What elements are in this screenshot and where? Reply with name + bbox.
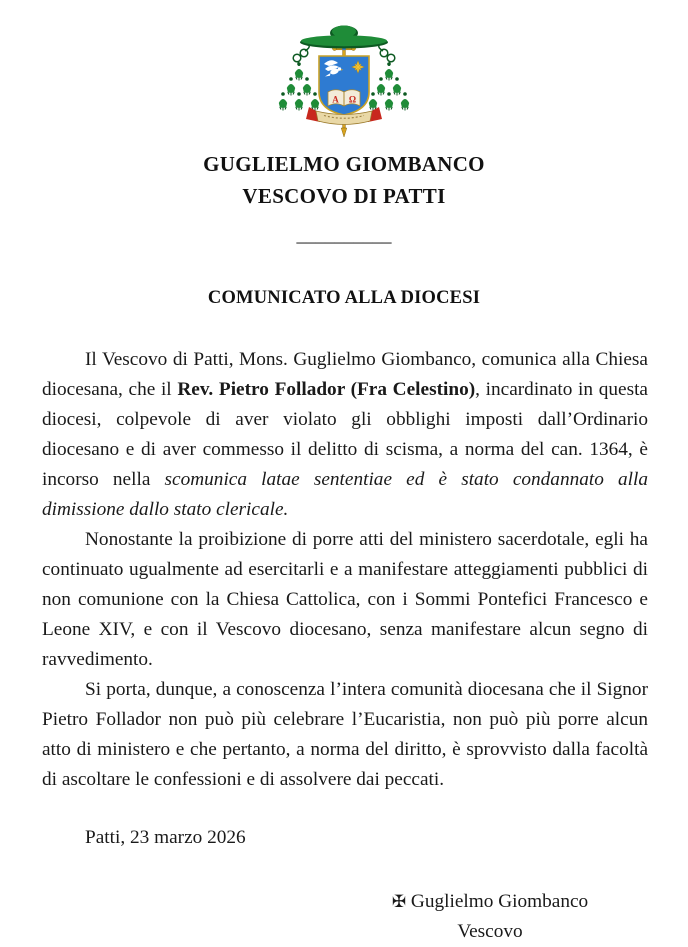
text-segment-normal: , incardinato in questa diocesi, colpevole di aver violato gli obblighi imposti dall’Ordinario diocesano e di aver commesso il delitto di scisma, a norma del can. 1364, è incorso nella bbox=[42, 379, 648, 490]
document-body bbox=[42, 345, 648, 795]
episcopal-coat-of-arms bbox=[278, 22, 410, 142]
divider-line: __________ bbox=[296, 225, 392, 246]
coat-of-arms-svg bbox=[278, 22, 410, 142]
episcopal-cross-icon: ✠ bbox=[391, 892, 407, 911]
galero-hat-icon bbox=[300, 26, 388, 49]
alpha-letter: Α bbox=[332, 94, 339, 105]
dateline: Patti, 23 marzo 2026 bbox=[85, 827, 246, 848]
signature-name: Guglielmo Giombanco bbox=[410, 891, 589, 912]
text-segment-italic: scomunica latae sententiae ed è stato condannato alla dimissione dallo stato clericale. bbox=[42, 469, 649, 520]
omega-letter: Ω bbox=[348, 94, 357, 105]
body-paragraph bbox=[42, 345, 648, 525]
text-segment-normal: Nonostante la proibizione di porre atti del ministero sacerdotale, egli ha continuato ugualmente ad esercitarli e a manifestare atteggiamenti pubblici di non comunione con la Chiesa Cattolica, con i Sommi Pontefici Francesco e Leone XIV, e con il Vescovo diocesano, senza manifestare alcun segno di ravvedimento. bbox=[42, 529, 648, 670]
text-segment-normal: Il Vescovo di Patti, Mons. Guglielmo Giombanco, comunica alla Chiesa diocesana, che il bbox=[42, 349, 648, 400]
body-paragraph bbox=[42, 675, 648, 795]
signature-name-line bbox=[380, 887, 600, 917]
bishop-title-heading: VESCOVO DI PATTI bbox=[242, 184, 446, 208]
signature-block bbox=[380, 887, 600, 947]
bishop-name-heading: GUGLIELMO GIOMBANCO bbox=[203, 152, 485, 176]
text-segment-bold: Rev. Pietro Follador (Fra Celestino) bbox=[177, 379, 476, 400]
body-paragraph bbox=[42, 525, 648, 675]
open-book-icon bbox=[328, 90, 360, 106]
signature-role: Vescovo bbox=[457, 921, 523, 942]
text-segment-normal: Si porta, dunque, a conoscenza l’intera comunità diocesana che il Signor Pietro Follador non può più celebrare l’Eucaristia, non può più porre alcun atto di ministero e che pertanto, a norma del diritto, è sprovvisto dalla facoltà di ascoltare le confessioni e di assolvere dai peccati. bbox=[42, 679, 648, 790]
document-page bbox=[0, 22, 688, 942]
subject-heading: COMUNICATO ALLA DIOCESI bbox=[207, 288, 481, 308]
